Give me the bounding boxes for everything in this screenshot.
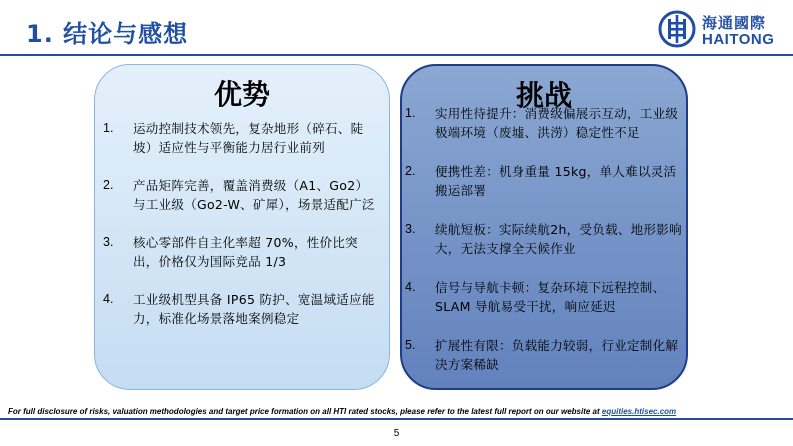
list-item (103, 119, 381, 157)
item-text: 实用性待提升：消费级偏展示互动，工业级极端环境（废墟、洪涝）稳定性不足 (435, 106, 679, 140)
list-item (405, 278, 683, 316)
item-number: 2. (405, 164, 416, 178)
challenges-panel (400, 64, 688, 390)
advantages-panel (94, 64, 390, 390)
list-item (405, 220, 683, 258)
list-item (103, 176, 381, 214)
logo-english-name: HAITONG (702, 31, 775, 48)
logo-chinese-name: 海通國際 (702, 14, 767, 32)
list-item (103, 290, 381, 328)
item-text: 续航短板：实际续航2h，受负载、地形影响大，无法支撑全天候作业 (435, 222, 682, 256)
challenges-heading: 挑战 (515, 79, 572, 112)
item-text: 工业级机型具备 IP65 防护、宽温域适应能力，标准化场景落地案例稳定 (133, 292, 375, 326)
item-number: 1. (103, 121, 114, 135)
list-item (405, 104, 683, 142)
item-text: 便携性差：机身重量 15kg，单人难以灵活搬运部署 (435, 164, 677, 198)
item-text: 产品矩阵完善，覆盖消费级（A1、Go2）与工业级（Go2-W、矿犀），场景适配广泛 (133, 178, 375, 212)
advantages-heading: 优势 (213, 78, 270, 111)
disclaimer-text (8, 407, 788, 416)
title-divider (0, 54, 793, 56)
challenges-list (405, 104, 683, 394)
item-text: 运动控制技术领先，复杂地形（碎石、陡坡）适应性与平衡能力居行业前列 (133, 121, 364, 155)
haitong-logo-icon (658, 10, 696, 48)
item-number: 3. (405, 222, 416, 236)
list-item (103, 233, 381, 271)
item-number: 3. (103, 235, 114, 249)
advantages-list (103, 119, 381, 347)
footer-divider (0, 418, 793, 420)
disclaimer-body: For full disclosure of risks, valuation methodologies and target price formation on all HTI rated stocks, please refer to the latest full report on our website at (8, 407, 602, 416)
item-number: 4. (103, 292, 114, 306)
website-link[interactable]: equities.htisec.com (601, 407, 677, 416)
item-text: 扩展性有限：负载能力较弱，行业定制化解决方案稀缺 (435, 338, 679, 372)
item-number: 4. (405, 280, 416, 294)
item-number: 5. (405, 338, 416, 352)
item-text: 核心零部件自主化率超 70%，性价比突出，价格仅为国际竞品 1/3 (133, 235, 358, 269)
page-number: 5 (393, 428, 400, 439)
list-item (405, 336, 683, 374)
haitong-logo (658, 10, 778, 50)
item-text: 信号与导航卡顿：复杂环境下远程控制、SLAM 导航易受干扰，响应延迟 (435, 280, 666, 314)
list-item (405, 162, 683, 200)
item-number: 1. (405, 106, 416, 120)
item-number: 2. (103, 178, 114, 192)
page-title: 1. 结论与感想 (26, 20, 189, 48)
